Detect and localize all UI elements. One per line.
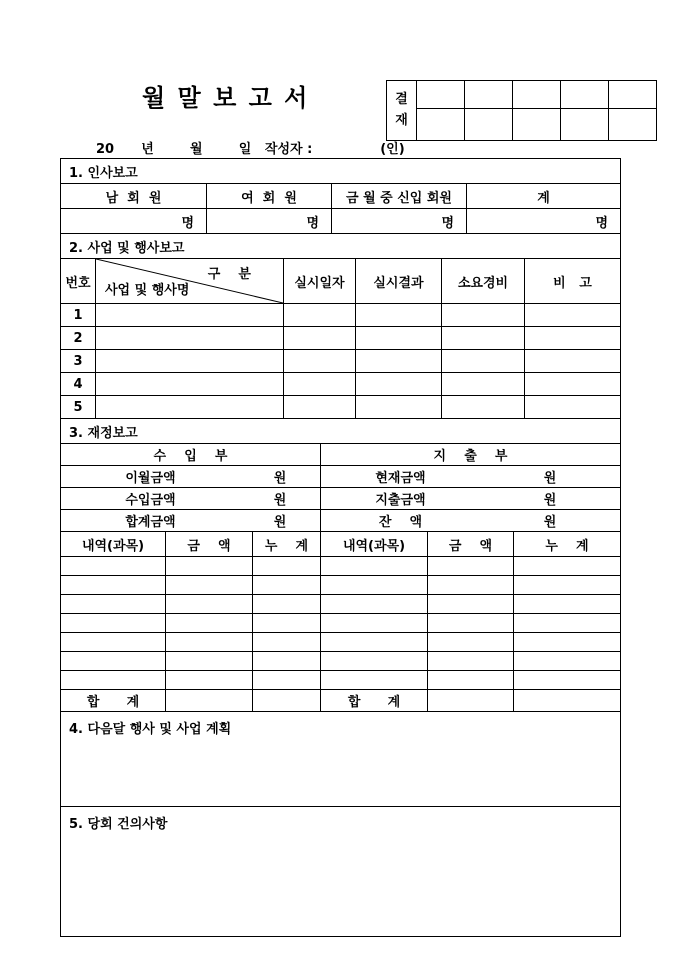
approval-sign-cell <box>417 109 465 141</box>
corner-label-event-name: 사업 및 행사명 <box>105 283 190 298</box>
event-name-cell <box>96 327 284 349</box>
expense-amount-half <box>321 510 620 531</box>
detail-cell <box>321 557 428 575</box>
exec-result-cell <box>356 327 442 349</box>
income-amount-half <box>61 466 321 487</box>
unit-label: 명 <box>441 215 454 231</box>
expense-detail-amount-header: 금 액 <box>428 532 514 556</box>
exec-result-header: 실시결과 <box>356 259 442 303</box>
detail-cell <box>514 614 620 632</box>
business-row <box>61 373 620 396</box>
business-row <box>61 327 620 350</box>
approval-sign-cell <box>561 81 609 109</box>
row-number-cell: 1 <box>61 304 96 326</box>
detail-cell <box>61 652 166 670</box>
section4-plan-area <box>61 712 620 807</box>
event-name-cell <box>96 304 284 326</box>
detail-cell <box>428 595 514 613</box>
income-title-cell: 수 입 부 <box>61 444 321 465</box>
section2-heading <box>61 234 620 259</box>
exec-result-cell <box>356 373 442 395</box>
unit-label: 명 <box>306 215 319 231</box>
finance-detail-row <box>61 576 620 595</box>
section5-heading-label: 5. 당회 건의사항 <box>69 817 168 832</box>
finance-amount-row <box>61 488 620 510</box>
expense-total-amount-cell <box>428 690 514 711</box>
new-count-cell <box>332 209 467 233</box>
detail-cell <box>61 633 166 651</box>
income-detail-subject-header: 내역(과목) <box>61 532 166 556</box>
approval-sign-cell <box>465 109 513 141</box>
detail-cell <box>253 614 321 632</box>
expense-amount-half <box>321 466 620 487</box>
section2-heading-label: 2. 사업 및 행사보고 <box>69 240 185 256</box>
expense-total-cumulative-cell <box>514 690 620 711</box>
remarks-cell <box>525 396 620 418</box>
row-number-cell: 4 <box>61 373 96 395</box>
detail-cell <box>514 576 620 594</box>
detail-cell <box>321 614 428 632</box>
approval-sign-cell <box>417 81 465 109</box>
detail-cell <box>253 576 321 594</box>
finance-detail-row <box>61 633 620 652</box>
exec-result-cell <box>356 304 442 326</box>
income-detail-cumulative-header: 누 계 <box>253 532 321 556</box>
detail-cell <box>253 633 321 651</box>
remarks-header: 비 고 <box>553 275 592 291</box>
income-total-label: 합 계 <box>61 690 166 711</box>
exec-date-cell <box>284 373 356 395</box>
business-row <box>61 304 620 327</box>
detail-cell <box>166 557 253 575</box>
unit-label: 명 <box>595 215 608 231</box>
expense-header: 소요경비 <box>442 259 525 303</box>
detail-cell <box>166 576 253 594</box>
event-name-cell <box>96 350 284 372</box>
female-member-header: 여 회 원 <box>207 184 332 208</box>
approval-sign-cell <box>465 81 513 109</box>
income-row-label: 수입금액 <box>125 493 176 508</box>
exec-date-cell <box>284 396 356 418</box>
remarks-cell <box>525 327 620 349</box>
detail-cell <box>514 633 620 651</box>
expense-cell <box>442 327 525 349</box>
expense-detail-subject-header: 내역(과목) <box>321 532 428 556</box>
won-unit-label: 원 <box>273 515 287 530</box>
income-row-label: 이월금액 <box>125 471 176 486</box>
won-unit-label: 원 <box>273 471 287 486</box>
detail-cell <box>61 576 166 594</box>
remarks-cell <box>525 350 620 372</box>
row-number-cell: 5 <box>61 396 96 418</box>
income-total-cumulative-cell <box>253 690 321 711</box>
expense-row-label: 현재금액 <box>375 471 426 486</box>
expense-cell <box>442 373 525 395</box>
exec-date-cell <box>284 304 356 326</box>
finance-detail-row <box>61 652 620 671</box>
detail-cell <box>321 595 428 613</box>
exec-date-cell <box>284 327 356 349</box>
expense-cell <box>442 304 525 326</box>
detail-cell <box>428 652 514 670</box>
expense-amount-half <box>321 488 620 509</box>
finance-detail-row <box>61 671 620 690</box>
exec-result-cell <box>356 350 442 372</box>
detail-cell <box>253 652 321 670</box>
business-header-row <box>61 259 620 304</box>
total-count-cell <box>467 209 620 233</box>
exec-date-cell <box>284 350 356 372</box>
section1-heading-label: 1. 인사보고 <box>69 165 138 181</box>
detail-cell <box>166 614 253 632</box>
income-detail-amount-header: 금 액 <box>166 532 253 556</box>
detail-cell <box>321 652 428 670</box>
expense-cell <box>442 350 525 372</box>
income-row-label: 합계금액 <box>125 515 176 530</box>
detail-cell <box>61 614 166 632</box>
won-unit-label: 원 <box>543 493 557 508</box>
expense-row-label: 잔 액 <box>378 515 423 530</box>
approval-sign-cell <box>609 81 657 109</box>
detail-cell <box>61 595 166 613</box>
detail-cell <box>428 633 514 651</box>
section3-heading <box>61 419 620 444</box>
expense-row-label: 지출금액 <box>375 493 426 508</box>
finance-detail-row <box>61 557 620 576</box>
approval-sign-cell <box>513 109 561 141</box>
won-unit-label: 원 <box>273 493 287 508</box>
approval-box <box>386 80 657 141</box>
won-unit-label: 원 <box>543 515 557 530</box>
detail-cell <box>428 557 514 575</box>
detail-cell <box>428 671 514 689</box>
section4-heading-label: 4. 다음달 행사 및 사업 계획 <box>69 722 232 737</box>
female-count-cell <box>207 209 332 233</box>
detail-cell <box>321 633 428 651</box>
expense-title-cell: 지 출 부 <box>433 449 508 464</box>
event-name-cell <box>96 396 284 418</box>
report-form-table <box>60 158 621 937</box>
detail-cell <box>428 614 514 632</box>
detail-cell <box>253 557 321 575</box>
income-amount-half <box>61 510 321 531</box>
male-count-cell <box>61 209 207 233</box>
finance-title-row <box>61 444 620 466</box>
total-member-header: 계 <box>537 190 550 206</box>
no-header-cell: 번호 <box>61 259 96 303</box>
remarks-cell <box>525 373 620 395</box>
section1-heading <box>61 159 620 184</box>
detail-cell <box>514 652 620 670</box>
business-row <box>61 350 620 373</box>
detail-cell <box>166 595 253 613</box>
approval-sign-cell <box>561 109 609 141</box>
male-member-header: 남 회 원 <box>61 184 207 208</box>
member-count-row <box>61 209 620 234</box>
finance-amount-row <box>61 510 620 532</box>
row-number-cell: 2 <box>61 327 96 349</box>
detail-cell <box>321 671 428 689</box>
approval-label-top: 결 <box>395 91 408 107</box>
unit-label: 명 <box>181 215 194 231</box>
expense-total-label: 합 계 <box>321 690 428 711</box>
finance-detail-row <box>61 595 620 614</box>
detail-cell <box>253 671 321 689</box>
new-member-header: 금 월 중 신입 회원 <box>332 184 467 208</box>
detail-cell <box>514 595 620 613</box>
approval-label-cell <box>387 81 417 141</box>
finance-detail-row <box>61 614 620 633</box>
business-row <box>61 396 620 419</box>
page-title: 월 말 보 고 서 <box>142 84 310 112</box>
business-name-header-cell <box>96 259 284 303</box>
income-total-amount-cell <box>166 690 253 711</box>
detail-cell <box>253 595 321 613</box>
won-unit-label: 원 <box>543 471 557 486</box>
finance-amount-row <box>61 466 620 488</box>
finance-total-row <box>61 690 620 712</box>
section5-suggestion-area <box>61 807 620 936</box>
corner-label-category: 구 분 <box>207 267 251 282</box>
expense-detail-cumulative-header: 누 계 <box>545 538 589 554</box>
section3-heading-label: 3. 재정보고 <box>69 425 138 441</box>
detail-cell <box>428 576 514 594</box>
remarks-cell <box>525 304 620 326</box>
detail-cell <box>166 652 253 670</box>
detail-cell <box>321 576 428 594</box>
approval-sign-cell <box>513 81 561 109</box>
detail-cell <box>61 671 166 689</box>
detail-cell <box>166 671 253 689</box>
income-amount-half <box>61 488 321 509</box>
finance-detail-header-row <box>61 532 620 557</box>
row-number-cell: 3 <box>61 350 96 372</box>
detail-cell <box>61 557 166 575</box>
exec-date-header: 실시일자 <box>284 259 356 303</box>
expense-cell <box>442 396 525 418</box>
approval-label-bottom: 재 <box>395 112 408 128</box>
exec-result-cell <box>356 396 442 418</box>
detail-cell <box>514 557 620 575</box>
detail-cell <box>166 633 253 651</box>
event-name-cell <box>96 373 284 395</box>
member-category-row <box>61 184 620 209</box>
approval-sign-cell <box>609 109 657 141</box>
date-line: 20 년 월 일 작성자 : (인) <box>96 142 405 157</box>
detail-cell <box>514 671 620 689</box>
